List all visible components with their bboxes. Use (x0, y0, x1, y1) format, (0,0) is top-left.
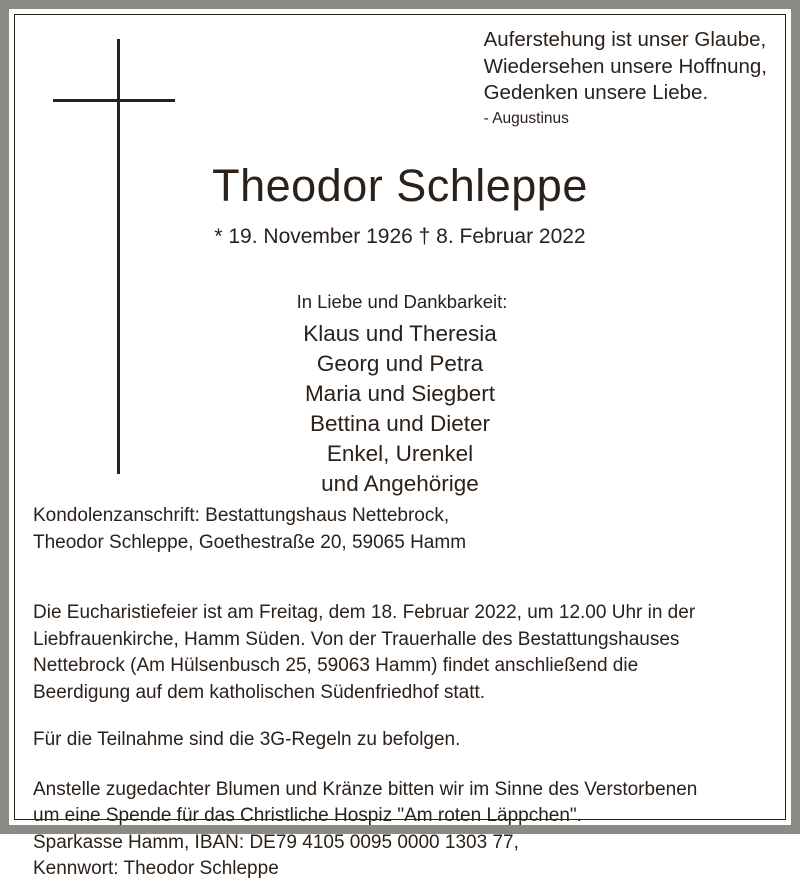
donation-line: um eine Spende für das Christliche Hospiz "Am roten Läppchen". (33, 805, 582, 826)
condolence-address-line: Theodor Schleppe, Goethestraße 20, 59065 Hamm (33, 531, 467, 553)
list-item: Klaus und Theresia (303, 321, 497, 346)
list-item: Maria und Siegbert (304, 381, 496, 406)
memorial-heading-block (15, 158, 785, 252)
deceased-name: Theodor Schleppe (212, 160, 588, 211)
epigraph-attribution: - Augustinus (483, 109, 569, 127)
service-details-line: Liebfrauenkirche, Hamm Süden. Von der Trauerhalle des Bestattungshauses (33, 628, 680, 650)
life-dates: * 19. November 1926 † 8. Februar 2022 (214, 225, 586, 248)
donation-keyword: Kennwort: Theodor Schleppe (33, 858, 279, 879)
service-details-line: Beerdigung auf dem katholischen Südenfriedhof statt. (33, 681, 486, 703)
donation-line: Anstelle zugedachter Blumen und Kränze bitten wir im Sinne des Verstorbenen (33, 778, 698, 800)
family-dedication-block (15, 289, 785, 499)
list-item: Georg und Petra (316, 351, 484, 376)
condolence-address (33, 503, 769, 556)
epigraph-line-1: Auferstehung ist unser Glaube, (483, 28, 767, 51)
family-intro-label: In Liebe und Dankbarkeit: (296, 291, 508, 312)
epigraph-line-3: Gedenken unsere Liebe. (483, 81, 709, 104)
cross-horizontal-bar (53, 99, 175, 102)
family-member-list (15, 319, 785, 499)
service-details (33, 600, 769, 706)
service-details-line: Die Eucharistiefeier ist am Freitag, dem 18. Februar 2022, um 12.00 Uhr in der (33, 602, 696, 623)
list-item: Enkel, Urenkel (326, 441, 474, 466)
epigraph-quote (484, 27, 767, 130)
frame-inner-gap (9, 9, 791, 879)
covid-rules-line: Für die Teilnahme sind die 3G-Regeln zu befolgen. (33, 729, 461, 750)
notice-body (33, 503, 769, 883)
list-item: und Angehörige (321, 471, 479, 496)
service-details-line: Nettebrock (Am Hülsenbusch 25, 59063 Hamm) findet anschließend die (33, 655, 639, 676)
list-item: Bettina und Dieter (309, 411, 491, 436)
obituary-notice (14, 14, 786, 879)
epigraph-line-2: Wiedersehen unsere Hoffnung, (483, 54, 767, 78)
covid-rules-note (33, 727, 769, 754)
donation-bank-iban: Sparkasse Hamm, IBAN: DE79 4105 0095 0000 1303 77, (33, 831, 519, 853)
condolence-address-line: Kondolenzanschrift: Bestattungshaus Nettebrock, (33, 505, 450, 526)
donation-request (33, 777, 769, 883)
